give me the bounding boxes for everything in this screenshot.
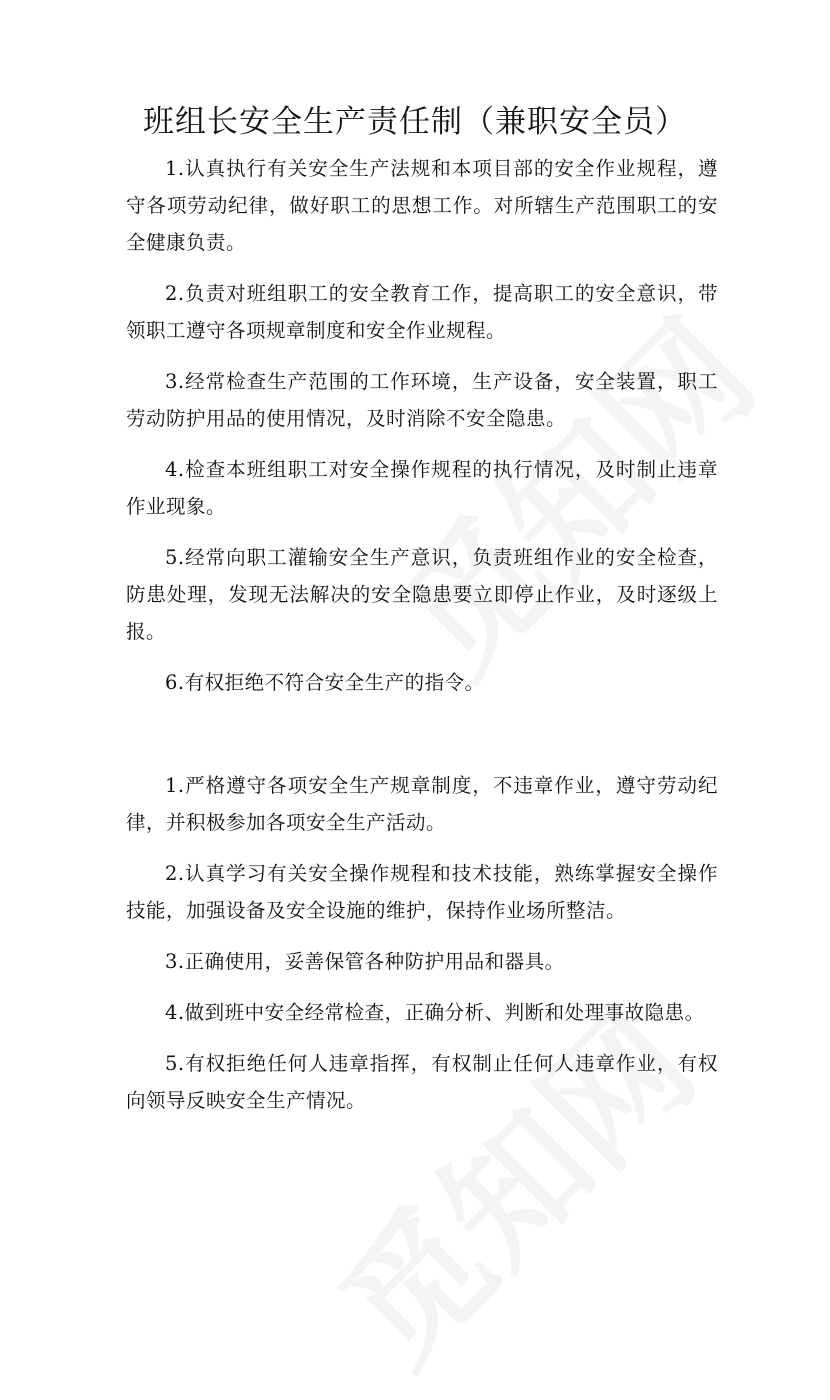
section2-item-4: 4.做到班中安全经常检查，正确分析、判断和处理事故隐患。 [165,1001,705,1024]
section1-item-4: 4.检查本班组职工对安全操作规程的执行情况，及时制止违章作业现象。 [126,458,718,518]
section2-item-5: 5.有权拒绝任何人违章指挥，有权制止任何人违章作业，有权向领导反映安全生产情况。 [126,1052,718,1112]
section2-item-1: 1.严格遵守各项安全生产规章制度，不违章作业，遵守劳动纪律，并积极参加各项安全生产活动。 [126,774,718,834]
section1-item-3: 3.经常检查生产范围的工作环境，生产设备，安全装置，职工劳动防护用品的使用情况，及时消除不安全隐患。 [126,370,718,430]
section1-item-5: 5.经常向职工灌输安全生产意识，负责班组作业的安全检查，防患处理，发现无法解决的安全隐患要立即停止作业，及时逐级上报。 [126,546,718,643]
document-body [126,150,718,1133]
section1-item-1: 1.认真执行有关安全生产法规和本项目部的安全作业规程，遵守各项劳动纪律，做好职工的思想工作。对所辖生产范围职工的安全健康负责。 [126,157,718,254]
section1-item-6: 6.有权拒绝不符合安全生产的指令。 [165,671,485,694]
document-title: 班组长安全生产责任制（兼职安全员） [143,104,687,140]
section2-item-2: 2.认真学习有关安全操作规程和技术技能，熟练掌握安全操作技能，加强设备及安全设施的维护，保持作业场所整洁。 [126,862,718,922]
section2-item-3: 3.正确使用，妥善保管各种防护用品和器具。 [165,950,565,973]
section-gap [126,715,718,767]
section1-item-2: 2.负责对班组职工的安全教育工作，提高职工的安全意识，带领职工遵守各项规章制度和安全作业规程。 [126,282,718,342]
